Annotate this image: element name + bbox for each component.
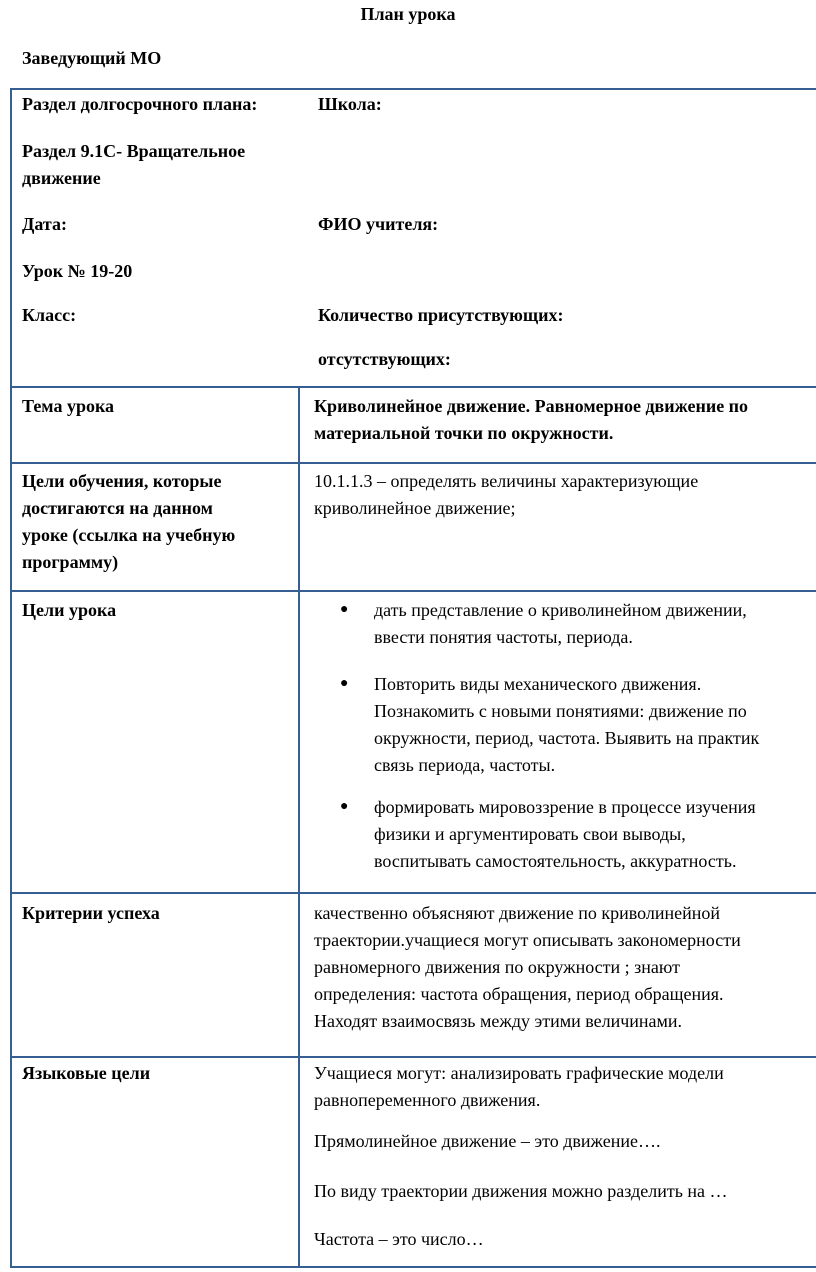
goal-line: Познакомить с новыми понятиями: движение по — [374, 701, 747, 721]
goal-line: ввести понятия частоты, периода. — [374, 627, 633, 647]
lesson-number: Урок № 19-20 — [22, 261, 133, 281]
row-divider — [12, 1056, 816, 1058]
topic-label: Тема урока — [22, 396, 115, 416]
date-label: Дата: — [22, 214, 67, 234]
goal-item — [374, 671, 759, 779]
section-name-line: движение — [22, 168, 101, 188]
lesson-plan-table — [10, 88, 816, 1268]
bullet-icon: ● — [340, 676, 349, 691]
lesson-goals-label: Цели урока — [22, 600, 117, 620]
section-name-line: Раздел 9.1С- Вращательное — [22, 141, 246, 161]
goal-line: связь периода, частоты. — [374, 755, 556, 775]
objective-line: 10.1.1.3 – определять величины характеризующие — [314, 471, 699, 491]
row-divider — [12, 462, 816, 464]
language-line: Частота – это число… — [314, 1229, 484, 1249]
row-divider — [12, 386, 816, 388]
criteria-line: траектории.учащиеся могут описывать закономерности — [314, 930, 741, 950]
row-divider — [12, 590, 816, 592]
column-divider — [298, 386, 300, 1266]
criteria-line: качественно объясняют движение по криволинейной — [314, 903, 721, 923]
present-count-label: Количество присутствующих: — [318, 305, 564, 325]
label-line: уроке (ссылка на учебную — [22, 525, 236, 545]
goal-line: дать представление о криволинейном движении, — [374, 600, 747, 620]
goal-line: окружности, период, частота. Выявить на практик — [374, 728, 760, 748]
criteria-line: Находят взаимосвязь между этими величинами. — [314, 1011, 683, 1031]
bullet-icon: ● — [340, 602, 349, 617]
teacher-label: ФИО учителя: — [318, 214, 439, 234]
goal-line: воспитывать самостоятельность, аккуратность. — [374, 851, 737, 871]
goal-item — [374, 794, 756, 875]
topic-value — [314, 393, 748, 447]
success-criteria-value — [314, 900, 741, 1035]
criteria-line: определения: частота обращения, период обращения. — [314, 984, 724, 1004]
topic-line: Криволинейное движение. Равномерное движение по — [314, 396, 749, 416]
label-line: программу) — [22, 552, 119, 572]
label-line: Цели обучения, которые — [22, 471, 222, 491]
absent-count-label: отсутствующих: — [318, 349, 451, 369]
objective-line: криволинейное движение; — [314, 498, 516, 518]
language-line: равнопеременного движения. — [314, 1090, 541, 1110]
language-line: Учащиеся могут: анализировать графические модели — [314, 1063, 724, 1083]
learning-objectives-value — [314, 468, 698, 522]
language-line: Прямолинейное движение – это движение…. — [314, 1131, 661, 1151]
head-of-mo: Заведующий МО — [22, 48, 162, 68]
section-label: Раздел долгосрочного плана: — [22, 94, 258, 114]
row-divider — [12, 892, 816, 894]
page-title: План урока — [360, 4, 456, 24]
topic-line: материальной точки по окружности. — [314, 423, 614, 443]
section-name — [22, 138, 245, 192]
criteria-line: равномерного движения по окружности ; знают — [314, 957, 680, 977]
goal-line: формировать мировоззрение в процессе изучения — [374, 797, 756, 817]
table-top-border — [12, 88, 816, 90]
language-goals-value — [314, 1060, 724, 1114]
school-label: Школа: — [318, 94, 382, 114]
class-label: Класс: — [22, 305, 77, 325]
label-line: достигаются на данном — [22, 498, 213, 518]
success-criteria-label: Критерии успеха — [22, 903, 160, 923]
goal-line: физики и аргументировать свои выводы, — [374, 824, 686, 844]
learning-objectives-label — [22, 468, 235, 576]
language-goals-label: Языковые цели — [22, 1063, 151, 1083]
goal-line: Повторить виды механического движения. — [374, 674, 702, 694]
goal-item — [374, 597, 747, 651]
language-line: По виду траектории движения можно разделить на … — [314, 1181, 728, 1201]
bullet-icon: ● — [340, 799, 349, 814]
